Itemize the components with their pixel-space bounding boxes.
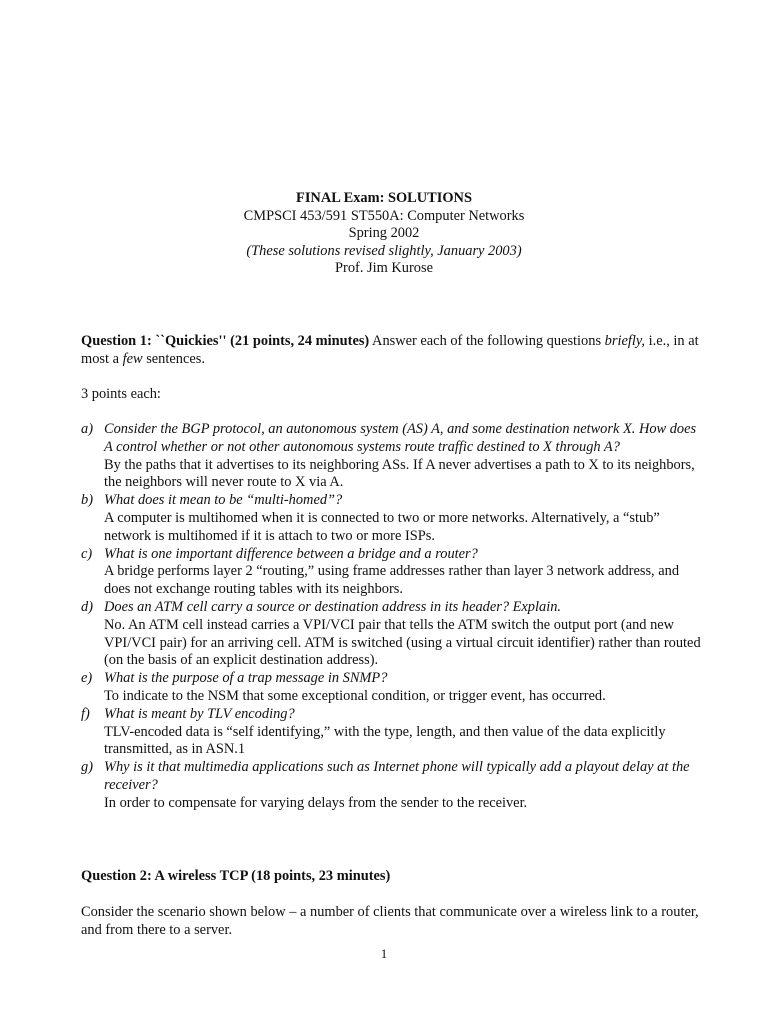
list-item <box>81 546 701 599</box>
item-answer: In order to compensate for varying delays from the sender to the receiver. <box>104 794 528 811</box>
list-item <box>81 706 701 759</box>
item-answer: A bridge performs layer 2 “routing,” using frame addresses rather than layer 3 network address, and does not exchange routing tables with its neighbors. <box>104 563 680 598</box>
item-question: Why is it that multimedia applications such as Internet phone will typically add a playout delay at the receiver? <box>104 759 690 793</box>
item-letter: e) <box>81 670 93 687</box>
item-answer: TLV-encoded data is “self identifying,” with the type, length, and then value of the data explicitly transmitted, as in ASN.1 <box>104 723 666 758</box>
list-item <box>81 759 701 812</box>
question2-heading: Question 2: A wireless TCP (18 points, 23 minutes) <box>81 868 391 884</box>
item-letter: c) <box>81 545 93 562</box>
item-letter: g) <box>81 759 93 776</box>
item-letter: f) <box>81 705 90 722</box>
question1-intro-emph1: briefly, <box>604 333 646 349</box>
list-item <box>81 670 701 706</box>
points-note: 3 points each: <box>81 386 161 402</box>
item-letter: b) <box>81 492 93 509</box>
item-answer: No. An ATM cell instead carries a VPI/VCI pair that tells the ATM switch the output port (and new VPI/VCI pair) for an arriving cell. ATM is switched (using a virtual circuit identifier) rather than routed (on the basis of an explicit destination address). <box>104 616 701 669</box>
exam-title-block <box>0 190 768 278</box>
question1-header <box>81 333 701 368</box>
item-question: What is the purpose of a trap message in SNMP? <box>104 670 388 687</box>
item-question: What does it mean to be “multi-homed”? <box>104 492 343 509</box>
course-name: CMPSCI 453/591 ST550A: Computer Networks <box>243 207 525 224</box>
item-answer: A computer is multihomed when it is connected to two or more networks. Alternatively, a “stub” network is multihomed if it is attach to two or more ISPs. <box>104 509 660 544</box>
item-question: What is one important difference between a bridge and a router? <box>104 545 478 562</box>
item-letter: d) <box>81 598 93 615</box>
question1-intro-emph2: few <box>122 350 143 367</box>
list-item <box>81 599 701 670</box>
revision-note: (These solutions revised slightly, January 2003) <box>246 242 522 259</box>
list-item <box>81 492 701 545</box>
page-number: 1 <box>380 946 388 961</box>
question1-list <box>81 421 701 813</box>
item-question: What is meant by TLV encoding? <box>104 705 295 722</box>
list-item <box>81 421 701 492</box>
item-question: Consider the BGP protocol, an autonomous system (AS) A, and some destination network X. How does A control whether or not other autonomous systems route traffic destined to X through A? <box>104 421 697 455</box>
professor-name: Prof. Jim Kurose <box>335 260 433 277</box>
question2-body: Consider the scenario shown below – a number of clients that communicate over a wireless link to a router, and from there to a server. <box>81 904 699 938</box>
item-question: Does an ATM cell carry a source or destination address in its header? Explain. <box>104 598 561 615</box>
question1-intro-part1: Answer each of the following questions <box>372 333 602 349</box>
question1-intro-part2: i.e., in at most a <box>81 333 699 367</box>
item-letter: a) <box>81 421 93 437</box>
exam-title: FINAL Exam: SOLUTIONS <box>296 190 472 206</box>
question1-heading: Question 1: ``Quickies'' (21 points, 24 minutes) <box>81 333 370 349</box>
question1-intro-part3: sentences. <box>146 350 205 367</box>
item-answer: By the paths that it advertises to its neighboring ASs. If A never advertises a path to X to its neighbors, the neighbors will never route to X via A. <box>104 456 695 491</box>
exam-term: Spring 2002 <box>348 225 420 242</box>
item-answer: To indicate to the NSM that some exceptional condition, or trigger event, has occurred. <box>104 687 606 704</box>
